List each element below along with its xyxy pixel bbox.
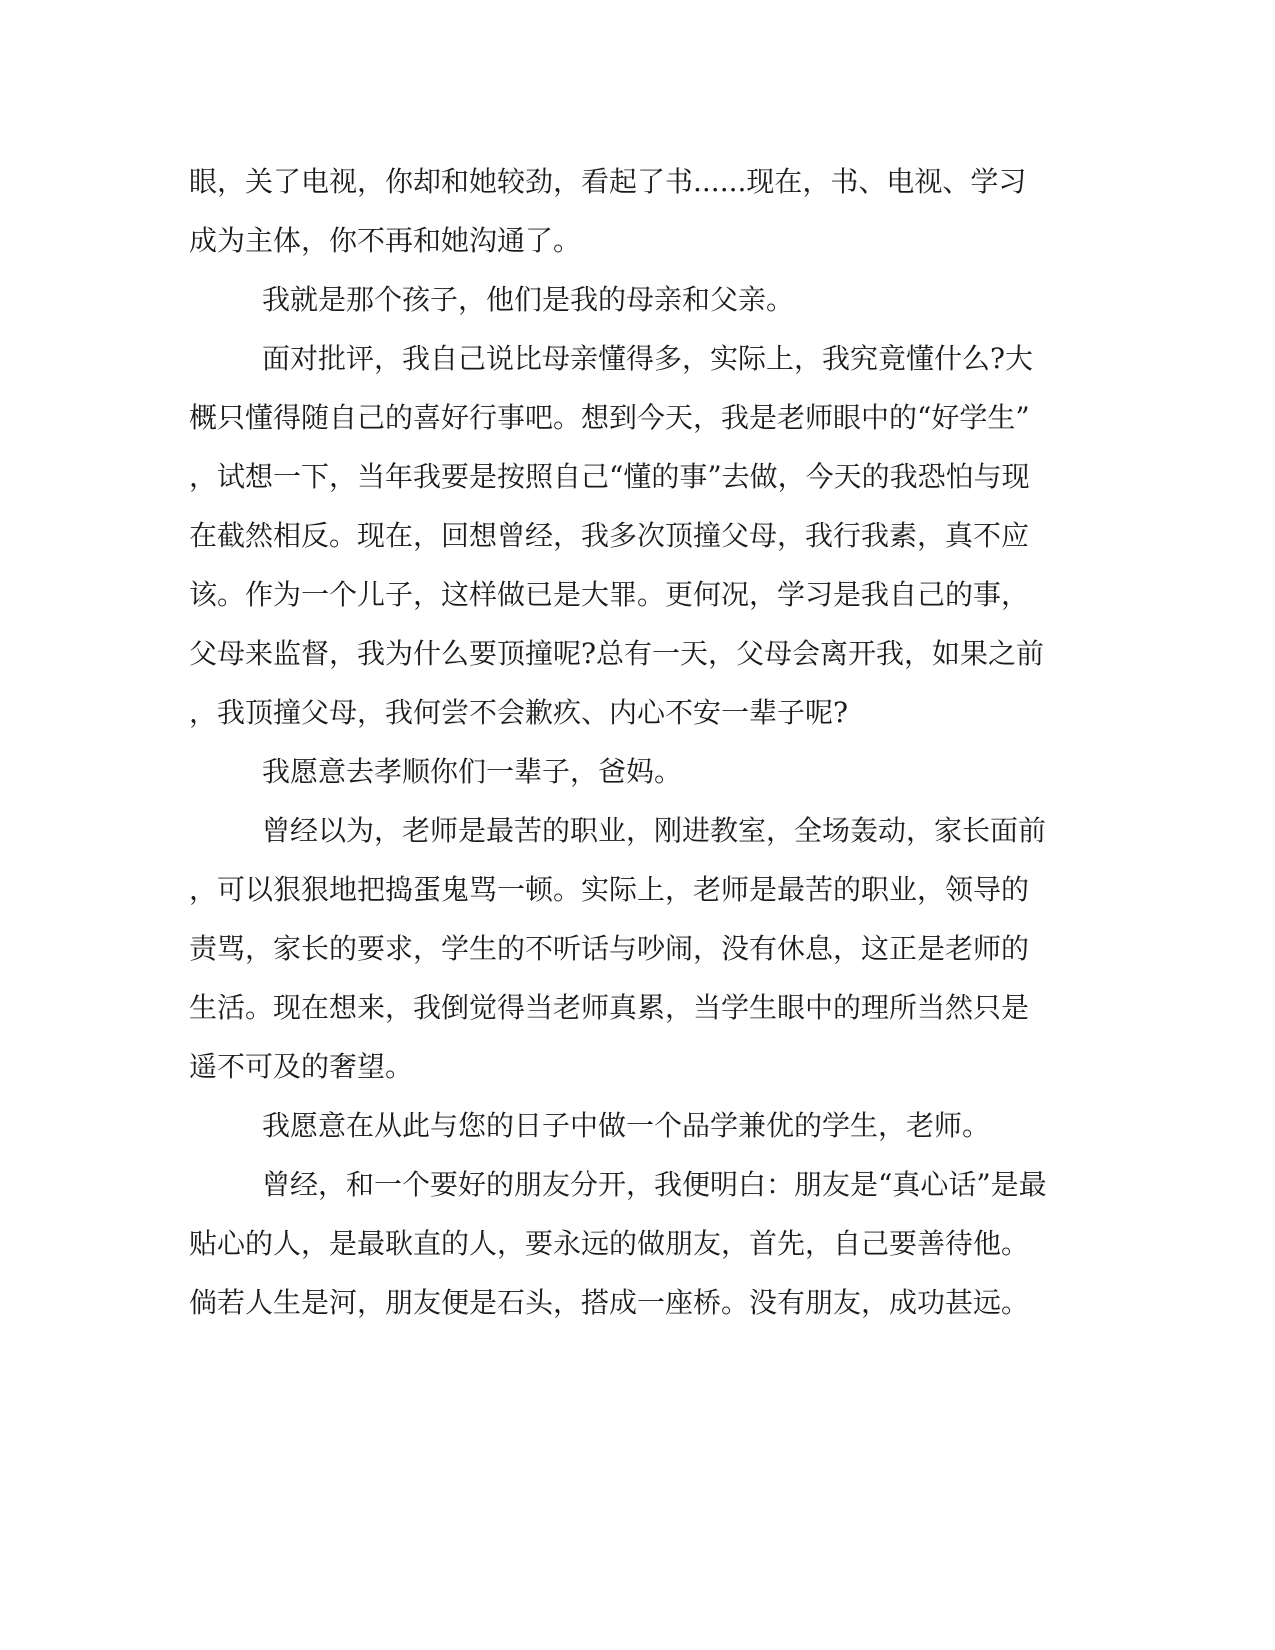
line-text: 在截然相反。现在，回想曾经，我多次顶撞父母，我行我素，真不应 (189, 519, 1030, 552)
text-line (0, 1047, 1275, 1087)
text-line (0, 1165, 1275, 1205)
text-line (0, 870, 1275, 910)
line-text: 父母来监督，我为什么要顶撞呢?总有一天，父母会离开我，如果之前 (189, 637, 1045, 670)
line-text: 眼，关了电视，你却和她较劲，看起了书......现在，书、电视、学习 (189, 165, 1027, 198)
line-text: 概只懂得随自己的喜好行事吧。想到今天，我是老师眼中的“好学生” (189, 401, 1030, 434)
text-line (0, 280, 1275, 320)
text-line (0, 457, 1275, 497)
line-text: 贴心的人，是最耿直的人，要永远的做朋友，首先，自己要善待他。 (189, 1227, 1030, 1260)
text-line (0, 575, 1275, 615)
line-text: 责骂，家长的要求，学生的不听话与吵闹，没有休息，这正是老师的 (189, 932, 1030, 965)
line-text: 我就是那个孩子，他们是我的母亲和父亲。 (262, 283, 795, 316)
line-text: 面对批评，我自己说比母亲懂得多，实际上，我究竟懂什么?大 (262, 342, 1034, 375)
line-text: 成为主体，你不再和她沟通了。 (189, 224, 582, 257)
text-line (0, 1106, 1275, 1146)
text-line (0, 339, 1275, 379)
text-line (0, 1283, 1275, 1323)
text-line (0, 634, 1275, 674)
text-line (0, 1224, 1275, 1264)
text-line (0, 929, 1275, 969)
line-text: 倘若人生是河，朋友便是石头，搭成一座桥。没有朋友，成功甚远。 (189, 1286, 1030, 1319)
line-text: 我愿意去孝顺你们一辈子，爸妈。 (262, 755, 683, 788)
line-text: 遥不可及的奢望。 (189, 1050, 414, 1083)
text-line (0, 988, 1275, 1028)
line-text: 曾经，和一个要好的朋友分开，我便明白：朋友是“真心话”是最 (262, 1168, 1047, 1201)
text-line (0, 693, 1275, 733)
text-line (0, 811, 1275, 851)
text-line (0, 752, 1275, 792)
line-text: ，试想一下，当年我要是按照自己“懂的事”去做，今天的我恐怕与现 (189, 460, 1030, 493)
text-line (0, 398, 1275, 438)
line-text: 我愿意在从此与您的日子中做一个品学兼优的学生，老师。 (262, 1109, 991, 1142)
text-line (0, 516, 1275, 556)
line-text: 生活。现在想来，我倒觉得当老师真累，当学生眼中的理所当然只是 (189, 991, 1030, 1024)
line-text: 该。作为一个儿子，这样做已是大罪。更何况，学习是我自己的事， (189, 578, 1030, 611)
line-text: 曾经以为，老师是最苦的职业，刚进教室，全场轰动，家长面前 (262, 814, 1047, 847)
text-line (0, 162, 1275, 202)
line-text: ，我顶撞父母，我何尝不会歉疚、内心不安一辈子呢? (189, 696, 849, 729)
line-text: ，可以狠狠地把捣蛋鬼骂一顿。实际上，老师是最苦的职业，领导的 (189, 873, 1030, 906)
text-line (0, 221, 1275, 261)
